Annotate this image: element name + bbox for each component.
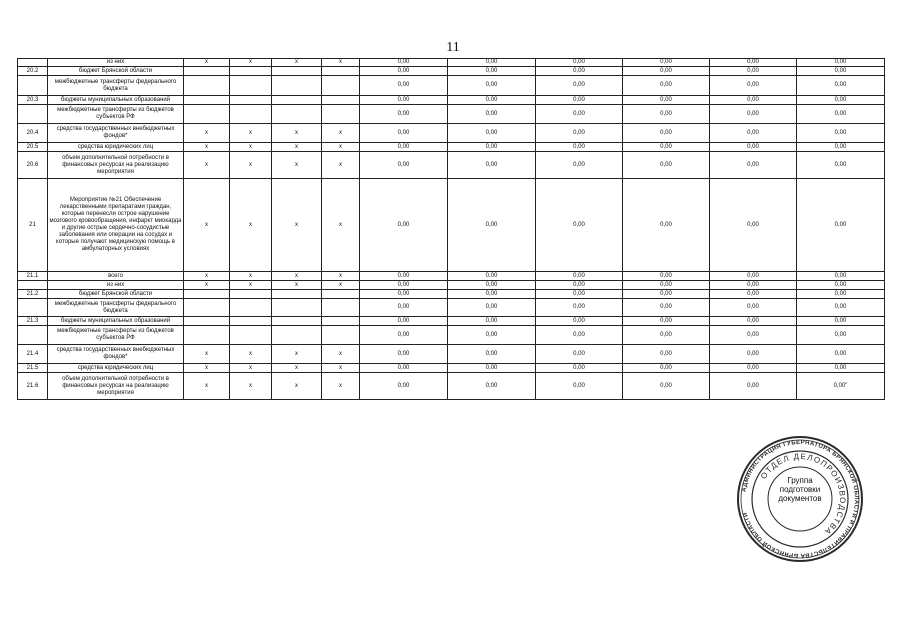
row-value-1: 0,00 (360, 124, 448, 143)
row-mark-4 (322, 317, 360, 326)
row-name: межбюджетные трансферты федерального бюджета (48, 76, 184, 96)
table-row (18, 179, 885, 272)
row-mark-3 (272, 96, 322, 105)
row-value-3: 0,00 (536, 281, 623, 290)
table-row (18, 299, 885, 317)
row-mark-3: x (272, 59, 322, 67)
row-mark-4 (322, 299, 360, 317)
row-name: средства юридических лиц (48, 364, 184, 373)
row-value-2: 0,00 (448, 299, 536, 317)
row-mark-4: x (322, 272, 360, 281)
row-mark-3 (272, 290, 322, 299)
row-mark-1 (184, 67, 230, 76)
row-value-1: 0,00 (360, 299, 448, 317)
row-value-2: 0,00 (448, 326, 536, 345)
row-mark-2 (230, 76, 272, 96)
row-value-6: 0,00 (797, 290, 885, 299)
row-value-2: 0,00 (448, 373, 536, 400)
row-value-1: 0,00 (360, 290, 448, 299)
row-value-3: 0,00 (536, 179, 623, 272)
row-value-4: 0,00 (623, 299, 710, 317)
table-row (18, 124, 885, 143)
row-name: бюджеты муниципальных образований (48, 96, 184, 105)
row-value-2: 0,00 (448, 281, 536, 290)
row-mark-2: x (230, 152, 272, 179)
row-mark-1: x (184, 143, 230, 152)
row-value-6: 0,00 (797, 105, 885, 124)
row-value-4: 0,00 (623, 105, 710, 124)
row-value-5: 0,00 (710, 59, 797, 67)
table-row (18, 67, 885, 76)
row-mark-2: x (230, 272, 272, 281)
row-mark-3: x (272, 364, 322, 373)
row-mark-1: x (184, 59, 230, 67)
row-mark-1: x (184, 152, 230, 179)
row-mark-4: x (322, 124, 360, 143)
row-mark-1 (184, 76, 230, 96)
stamp-inner-text: ОТДЕЛ ДЕЛОПРОИЗВОДСТВА (759, 451, 848, 537)
table-row (18, 96, 885, 105)
row-code (18, 281, 48, 290)
row-mark-1 (184, 299, 230, 317)
row-name: объем дополнительной потребности в финансовых ресурсах на реализацию мероприятия (48, 152, 184, 179)
row-name: межбюджетные трансферты из бюджетов субъектов РФ (48, 105, 184, 124)
row-name: бюджеты муниципальных образований (48, 317, 184, 326)
row-code (18, 59, 48, 67)
row-code: 20.5 (18, 143, 48, 152)
row-mark-4 (322, 96, 360, 105)
row-mark-1 (184, 290, 230, 299)
row-mark-4 (322, 67, 360, 76)
row-value-5: 0,00 (710, 373, 797, 400)
row-mark-3: x (272, 345, 322, 364)
row-mark-4: x (322, 281, 360, 290)
row-value-6: 0,00 (797, 96, 885, 105)
row-value-3: 0,00 (536, 76, 623, 96)
row-mark-2 (230, 317, 272, 326)
stamp-center-line3: документов (778, 494, 822, 503)
table-row (18, 272, 885, 281)
row-mark-2 (230, 105, 272, 124)
row-value-5: 0,00 (710, 326, 797, 345)
row-mark-3: x (272, 124, 322, 143)
row-mark-4 (322, 105, 360, 124)
row-value-4: 0,00 (623, 143, 710, 152)
row-value-5: 0,00 (710, 105, 797, 124)
row-value-4: 0,00 (623, 345, 710, 364)
row-value-4: 0,00 (623, 290, 710, 299)
table-row (18, 152, 885, 179)
table-row (18, 105, 885, 124)
row-value-1: 0,00 (360, 143, 448, 152)
row-code: 21.2 (18, 290, 48, 299)
row-value-1: 0,00 (360, 326, 448, 345)
row-value-3: 0,00 (536, 272, 623, 281)
row-code: 21.1 (18, 272, 48, 281)
row-name: бюджет Брянской области (48, 290, 184, 299)
row-value-2: 0,00 (448, 317, 536, 326)
row-value-6: 0,00 (797, 76, 885, 96)
row-mark-1 (184, 96, 230, 105)
row-mark-2 (230, 299, 272, 317)
row-name: межбюджетные трансферты федерального бюджета (48, 299, 184, 317)
row-mark-4: x (322, 59, 360, 67)
row-value-3: 0,00 (536, 124, 623, 143)
row-value-3: 0,00 (536, 345, 623, 364)
row-value-5: 0,00 (710, 317, 797, 326)
row-mark-4 (322, 290, 360, 299)
row-mark-1 (184, 317, 230, 326)
row-mark-2: x (230, 345, 272, 364)
row-value-2: 0,00 (448, 67, 536, 76)
table-row (18, 76, 885, 96)
row-mark-4: x (322, 373, 360, 400)
row-value-1: 0,00 (360, 281, 448, 290)
row-name: объем дополнительной потребности в финансовых ресурсах на реализацию мероприятия (48, 373, 184, 400)
table-row (18, 326, 885, 345)
row-value-4: 0,00 (623, 59, 710, 67)
row-value-1: 0,00 (360, 364, 448, 373)
row-value-1: 0,00 (360, 179, 448, 272)
row-mark-4: x (322, 143, 360, 152)
stamp-outer-text: АДМИНИСТРАЦИЯ ГУБЕРНАТОРА БРЯНСКОЙ ОБЛАСТИ И ПРАВИТЕЛЬСТВА БРЯНСКОЙ ОБЛАСТИ (741, 439, 860, 559)
row-code: 21.6 (18, 373, 48, 400)
row-name: всего (48, 272, 184, 281)
row-value-3: 0,00 (536, 67, 623, 76)
row-value-5: 0,00 (710, 179, 797, 272)
row-mark-3 (272, 326, 322, 345)
row-value-5: 0,00 (710, 272, 797, 281)
row-code (18, 76, 48, 96)
row-value-6: 0,00 (797, 152, 885, 179)
row-value-6: 0,00 (797, 299, 885, 317)
row-value-6: 0,00 (797, 272, 885, 281)
stamp-center-line2: подготовки (779, 485, 821, 494)
row-code: 21.5 (18, 364, 48, 373)
row-value-2: 0,00 (448, 124, 536, 143)
row-value-3: 0,00 (536, 105, 623, 124)
row-value-5: 0,00 (710, 364, 797, 373)
row-value-1: 0,00 (360, 152, 448, 179)
row-value-5: 0,00 (710, 67, 797, 76)
row-mark-1: x (184, 179, 230, 272)
row-value-6: 0,00 (797, 143, 885, 152)
row-value-4: 0,00 (623, 281, 710, 290)
row-value-6: 0,00" (797, 373, 885, 400)
row-value-2: 0,00 (448, 179, 536, 272)
row-value-5: 0,00 (710, 281, 797, 290)
row-mark-1 (184, 105, 230, 124)
row-mark-3 (272, 67, 322, 76)
row-mark-2: x (230, 124, 272, 143)
table-row (18, 345, 885, 364)
table-row (18, 373, 885, 400)
page-number: 11 (446, 40, 460, 55)
row-value-4: 0,00 (623, 96, 710, 105)
row-code (18, 299, 48, 317)
row-mark-3: x (272, 272, 322, 281)
row-value-5: 0,00 (710, 299, 797, 317)
row-mark-3 (272, 317, 322, 326)
row-value-4: 0,00 (623, 364, 710, 373)
budget-table (17, 58, 885, 400)
row-mark-2 (230, 290, 272, 299)
row-mark-2: x (230, 373, 272, 400)
row-name: бюджет Брянской области (48, 67, 184, 76)
row-mark-3: x (272, 373, 322, 400)
table-row (18, 281, 885, 290)
row-code: 20.3 (18, 96, 48, 105)
row-mark-3: x (272, 152, 322, 179)
row-value-6: 0,00 (797, 67, 885, 76)
stamp-center-line1: Группа (787, 476, 813, 485)
row-mark-3 (272, 299, 322, 317)
row-mark-2: x (230, 179, 272, 272)
row-value-2: 0,00 (448, 96, 536, 105)
row-value-5: 0,00 (710, 124, 797, 143)
row-code (18, 105, 48, 124)
row-code: 20.6 (18, 152, 48, 179)
row-value-5: 0,00 (710, 290, 797, 299)
row-mark-2: x (230, 59, 272, 67)
row-value-6: 0,00 (797, 345, 885, 364)
row-name: из них (48, 281, 184, 290)
row-value-5: 0,00 (710, 143, 797, 152)
row-value-1: 0,00 (360, 272, 448, 281)
row-name: средства государственных внебюджетных фондов* (48, 124, 184, 143)
row-name: средства юридических лиц (48, 143, 184, 152)
row-mark-2 (230, 67, 272, 76)
row-mark-1: x (184, 364, 230, 373)
row-value-3: 0,00 (536, 59, 623, 67)
row-value-5: 0,00 (710, 345, 797, 364)
row-value-1: 0,00 (360, 76, 448, 96)
row-value-1: 0,00 (360, 317, 448, 326)
row-mark-1: x (184, 345, 230, 364)
row-mark-2: x (230, 143, 272, 152)
row-value-3: 0,00 (536, 364, 623, 373)
row-mark-4: x (322, 364, 360, 373)
row-mark-4 (322, 326, 360, 345)
row-value-2: 0,00 (448, 59, 536, 67)
row-mark-1: x (184, 373, 230, 400)
row-value-3: 0,00 (536, 290, 623, 299)
row-mark-2 (230, 96, 272, 105)
row-value-2: 0,00 (448, 152, 536, 179)
row-mark-3 (272, 105, 322, 124)
row-value-4: 0,00 (623, 67, 710, 76)
row-value-2: 0,00 (448, 105, 536, 124)
row-value-3: 0,00 (536, 373, 623, 400)
row-value-6: 0,00 (797, 364, 885, 373)
table-row (18, 364, 885, 373)
row-value-2: 0,00 (448, 76, 536, 96)
row-code: 21.3 (18, 317, 48, 326)
row-value-6: 0,00 (797, 179, 885, 272)
row-value-6: 0,00 (797, 317, 885, 326)
row-value-1: 0,00 (360, 96, 448, 105)
row-mark-4: x (322, 179, 360, 272)
row-mark-2: x (230, 364, 272, 373)
row-value-4: 0,00 (623, 272, 710, 281)
row-value-1: 0,00 (360, 105, 448, 124)
row-mark-3: x (272, 143, 322, 152)
row-value-5: 0,00 (710, 96, 797, 105)
row-value-3: 0,00 (536, 152, 623, 179)
row-name: межбюджетные трансферты из бюджетов субъектов РФ (48, 326, 184, 345)
row-value-1: 0,00 (360, 67, 448, 76)
row-mark-4 (322, 76, 360, 96)
row-code (18, 326, 48, 345)
row-mark-3: x (272, 281, 322, 290)
row-value-6: 0,00 (797, 281, 885, 290)
row-value-2: 0,00 (448, 364, 536, 373)
row-value-5: 0,00 (710, 76, 797, 96)
row-code: 20.4 (18, 124, 48, 143)
row-name: из них (48, 59, 184, 67)
row-value-3: 0,00 (536, 96, 623, 105)
row-value-4: 0,00 (623, 179, 710, 272)
row-mark-1: x (184, 124, 230, 143)
row-value-4: 0,00 (623, 124, 710, 143)
row-value-1: 0,00 (360, 373, 448, 400)
row-mark-1 (184, 326, 230, 345)
row-mark-2: x (230, 281, 272, 290)
row-value-4: 0,00 (623, 326, 710, 345)
row-value-6: 0,00 (797, 59, 885, 67)
row-mark-1: x (184, 272, 230, 281)
row-value-2: 0,00 (448, 272, 536, 281)
row-value-4: 0,00 (623, 317, 710, 326)
row-mark-3 (272, 76, 322, 96)
row-mark-1: x (184, 281, 230, 290)
table-row (18, 143, 885, 152)
row-value-3: 0,00 (536, 326, 623, 345)
row-name: Мероприятие №21 Обеспечение лекарственными препаратами граждан, которые перенесли острое нарушение мозгового кровообращения, инфаркт миокарда и другие острые сердечно-сосудистые заболевания или операции на сосудах и которые получают медицинскую помощь в амбулаторных условиях (48, 179, 184, 272)
row-value-3: 0,00 (536, 299, 623, 317)
row-value-1: 0,00 (360, 345, 448, 364)
row-value-2: 0,00 (448, 345, 536, 364)
row-value-2: 0,00 (448, 290, 536, 299)
row-value-2: 0,00 (448, 143, 536, 152)
row-value-6: 0,00 (797, 124, 885, 143)
table-row (18, 59, 885, 67)
row-value-6: 0,00 (797, 326, 885, 345)
row-mark-4: x (322, 152, 360, 179)
office-stamp (735, 434, 865, 564)
row-value-1: 0,00 (360, 59, 448, 67)
row-value-4: 0,00 (623, 373, 710, 400)
table-row (18, 290, 885, 299)
row-value-4: 0,00 (623, 76, 710, 96)
row-code: 21 (18, 179, 48, 272)
row-value-3: 0,00 (536, 143, 623, 152)
row-mark-2 (230, 326, 272, 345)
row-name: средства государственных внебюджетных фондов* (48, 345, 184, 364)
row-code: 20.2 (18, 67, 48, 76)
table-row (18, 317, 885, 326)
row-mark-4: x (322, 345, 360, 364)
row-code: 21.4 (18, 345, 48, 364)
row-mark-3: x (272, 179, 322, 272)
row-value-5: 0,00 (710, 152, 797, 179)
row-value-3: 0,00 (536, 317, 623, 326)
row-value-4: 0,00 (623, 152, 710, 179)
